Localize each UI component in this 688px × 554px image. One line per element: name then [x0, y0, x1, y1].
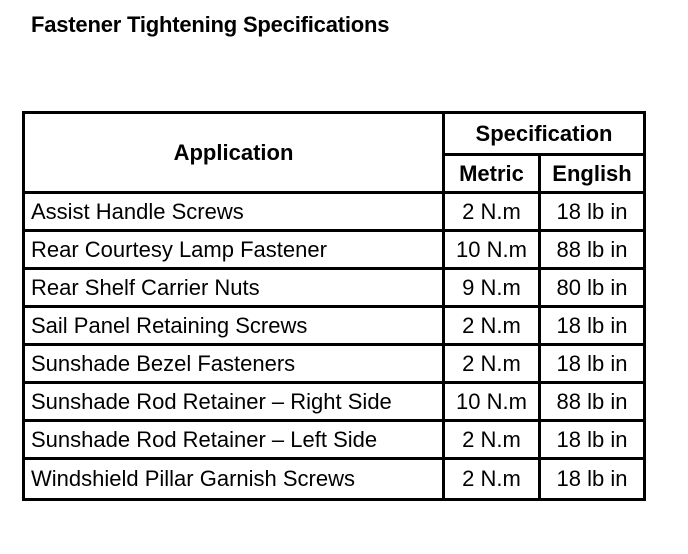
english-cell: 18 lb in [541, 422, 643, 460]
english-cell: 18 lb in [556, 466, 628, 491]
table-row [25, 460, 643, 498]
metric-cell: 10 N.m [445, 384, 541, 422]
table-header-row [25, 114, 643, 156]
table-row [25, 384, 643, 422]
application-cell: Sunshade Bezel Fasteners [25, 346, 445, 384]
application-cell: Rear Shelf Carrier Nuts [25, 270, 445, 308]
application-cell: Sunshade Rod Retainer – Left Side [25, 422, 445, 460]
english-cell: 18 lb in [541, 346, 643, 384]
page-title: Fastener Tightening Specifications [31, 12, 390, 37]
application-cell: Assist Handle Screws [25, 194, 445, 232]
metric-cell: 2 N.m [445, 422, 541, 460]
english-cell: 80 lb in [541, 270, 643, 308]
english-cell: 18 lb in [541, 194, 643, 232]
metric-cell: 9 N.m [445, 270, 541, 308]
metric-cell: 2 N.m [445, 194, 541, 232]
table-row [25, 422, 643, 460]
header-application: Application [25, 114, 445, 194]
application-cell: Windshield Pillar Garnish Screws [25, 460, 445, 498]
header-specification: Specification [445, 114, 643, 156]
table-row [25, 194, 643, 232]
table-row [25, 308, 643, 346]
header-english: English [541, 156, 643, 194]
table-row [25, 232, 643, 270]
fastener-spec-table [22, 111, 646, 501]
english-cell: 18 lb in [541, 308, 643, 346]
application-cell: Sail Panel Retaining Screws [25, 308, 445, 346]
metric-cell: 2 N.m [445, 346, 541, 384]
metric-cell: 10 N.m [445, 232, 541, 270]
table-row [25, 346, 643, 384]
application-cell: Rear Courtesy Lamp Fastener [25, 232, 445, 270]
application-cell: Sunshade Rod Retainer – Right Side [25, 384, 445, 422]
table-row [25, 270, 643, 308]
header-metric: Metric [445, 156, 541, 194]
english-cell: 88 lb in [541, 232, 643, 270]
metric-cell: 2 N.m [445, 308, 541, 346]
english-cell: 88 lb in [541, 384, 643, 422]
metric-cell: 2 N.m [445, 460, 541, 498]
